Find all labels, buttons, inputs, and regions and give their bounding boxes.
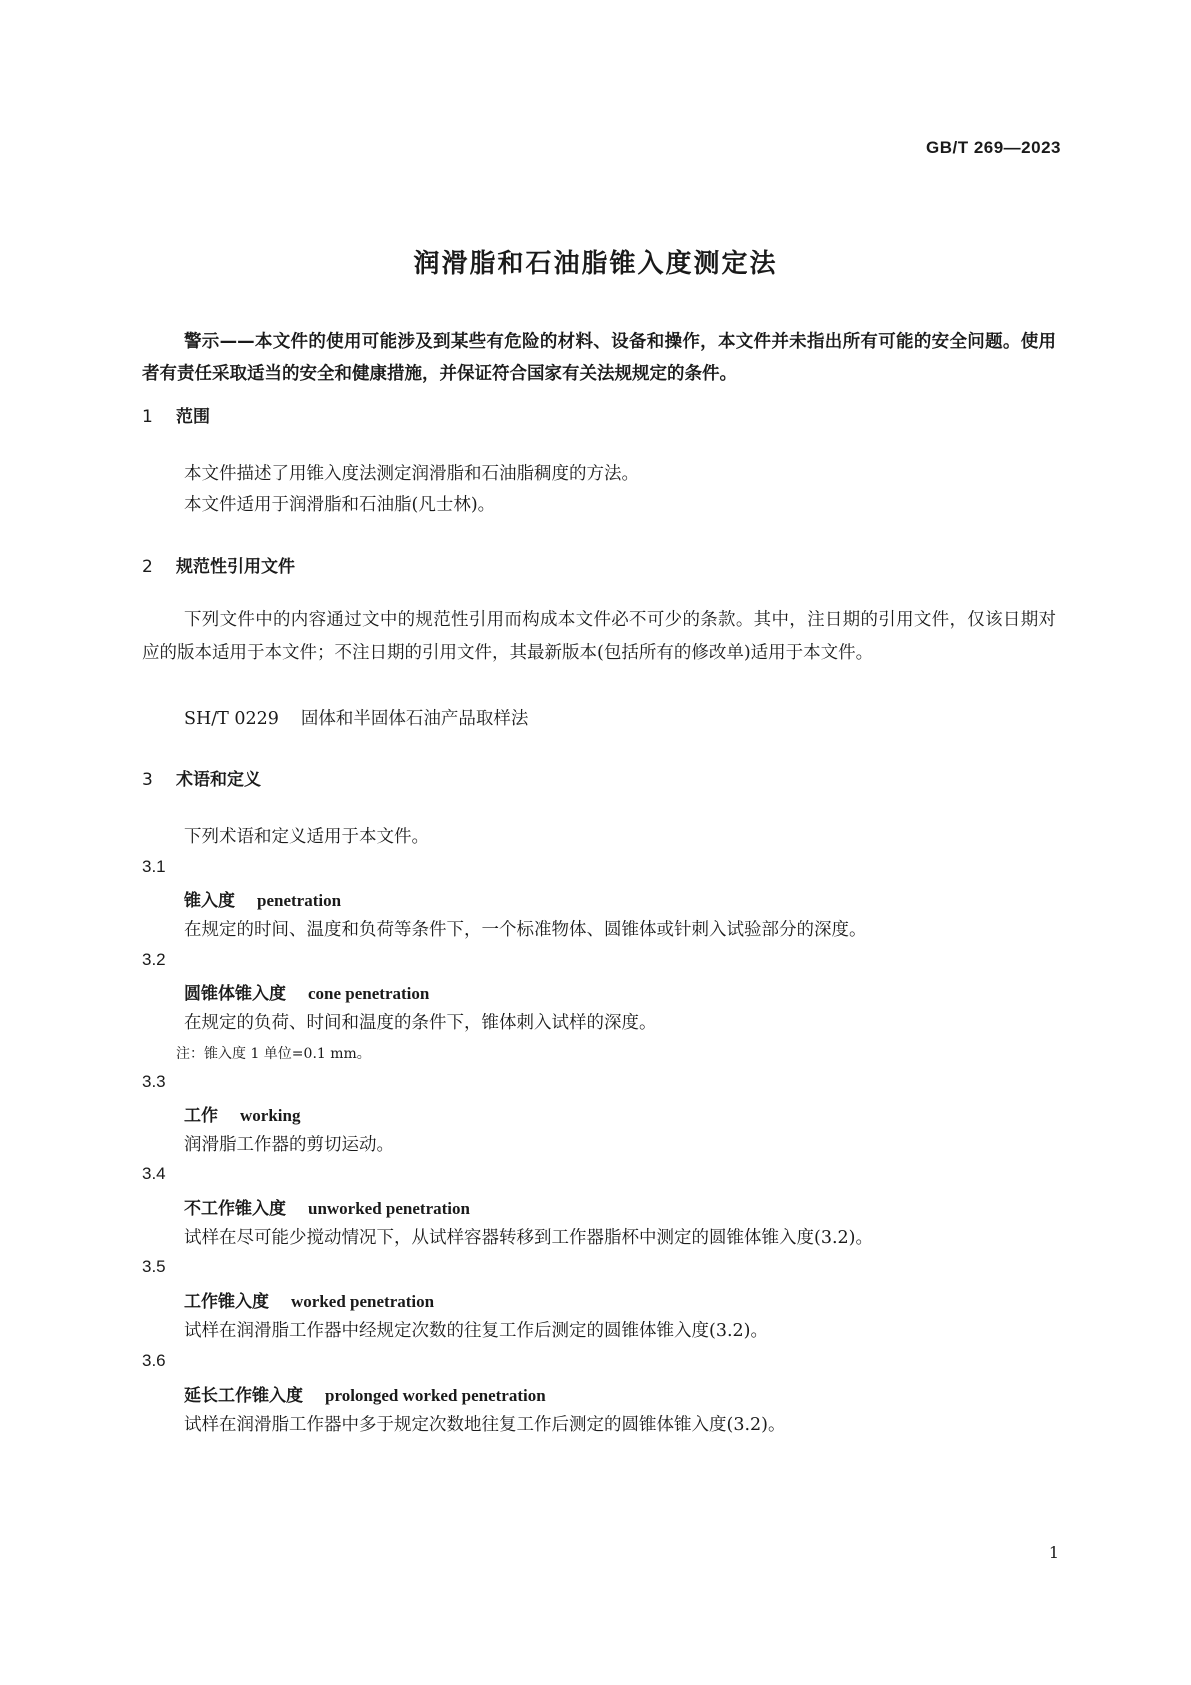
term-definition: 试样在尽可能少搅动情况下，从试样容器转移到工作器脂杯中测定的圆锥体锥入度(3.2)。 [184,1228,873,1248]
scope-line: 本文件适用于润滑脂和石油脂(凡士林)。 [184,495,496,515]
term-en: penetration [257,891,342,910]
term-note [176,1043,371,1063]
section-heading-scope [142,402,210,427]
section-heading-terms [142,765,261,790]
scope-line: 本文件描述了用锥入度法测定润滑脂和石油脂稠度的方法。 [184,464,639,484]
term-zh: 工作锥入度 [184,1292,269,1312]
term-definition: 试样在润滑脂工作器中多于规定次数地往复工作后测定的圆锥体锥入度(3.2)。 [184,1415,786,1435]
term-number: 3.4 [142,1164,166,1183]
note-text: 锥入度 1 单位=0.1 mm。 [204,1046,371,1062]
reference-title: 固体和半固体石油产品取样法 [300,709,529,729]
term-number: 3.2 [142,950,166,969]
standard-code: GB/T 269—2023 [925,138,1061,157]
section-number: 1 [142,407,153,427]
term-number: 3.6 [142,1351,166,1370]
section-number: 2 [142,557,153,577]
term-heading [184,1287,434,1312]
term-definition: 在规定的时间、温度和负荷等条件下，一个标准物体、圆锥体或针刺入试验部分的深度。 [184,920,867,940]
section-number: 3 [142,770,153,790]
terms-intro: 下列术语和定义适用于本文件。 [184,827,429,847]
term-number: 3.5 [142,1257,166,1276]
term-heading [184,1381,546,1406]
section-title: 规范性引用文件 [176,557,295,577]
term-en: working [240,1106,301,1125]
term-zh: 工作 [184,1106,218,1126]
term-zh: 圆锥体锥入度 [184,984,286,1004]
term-heading [184,979,429,1004]
term-zh: 不工作锥入度 [184,1199,286,1219]
normative-paragraph: 下列文件中的内容通过文中的规范性引用而构成本文件必不可少的条款。其中，注日期的引用文件，仅该日期对应的版本适用于本文件；不注日期的引用文件，其最新版本(包括所有的修改单)适用于本文件。 [142,610,1056,663]
term-definition: 试样在润滑脂工作器中经规定次数的往复工作后测定的圆锥体锥入度(3.2)。 [184,1321,768,1341]
term-en: cone penetration [308,984,430,1003]
note-label: 注： [176,1046,204,1062]
reference-code: SH/T 0229 [184,709,279,729]
term-en: prolonged worked penetration [325,1386,546,1405]
term-definition: 在规定的负荷、时间和温度的条件下，锥体刺入试样的深度。 [184,1013,657,1033]
term-en: unworked penetration [308,1199,470,1218]
term-zh: 延长工作锥入度 [184,1386,303,1406]
term-heading [184,886,341,911]
term-heading [184,1101,300,1126]
section-title: 术语和定义 [176,770,261,790]
normative-reference [184,705,528,730]
warning-paragraph: 警示——本文件的使用可能涉及到某些有危险的材料、设备和操作，本文件并未指出所有可能的安全问题。使用者有责任采取适当的安全和健康措施，并保证符合国家有关法规规定的条件。 [142,332,1056,384]
term-zh: 锥入度 [184,891,235,911]
term-number: 3.3 [142,1072,166,1091]
term-heading [184,1194,470,1219]
page-number: 1 [1048,1543,1059,1562]
document-title: 润滑脂和石油脂锥入度测定法 [413,249,778,279]
section-heading-normative [142,552,295,577]
term-number: 3.1 [142,857,166,876]
term-en: worked penetration [291,1292,435,1311]
term-definition: 润滑脂工作器的剪切运动。 [184,1135,394,1155]
section-title: 范围 [176,407,210,427]
